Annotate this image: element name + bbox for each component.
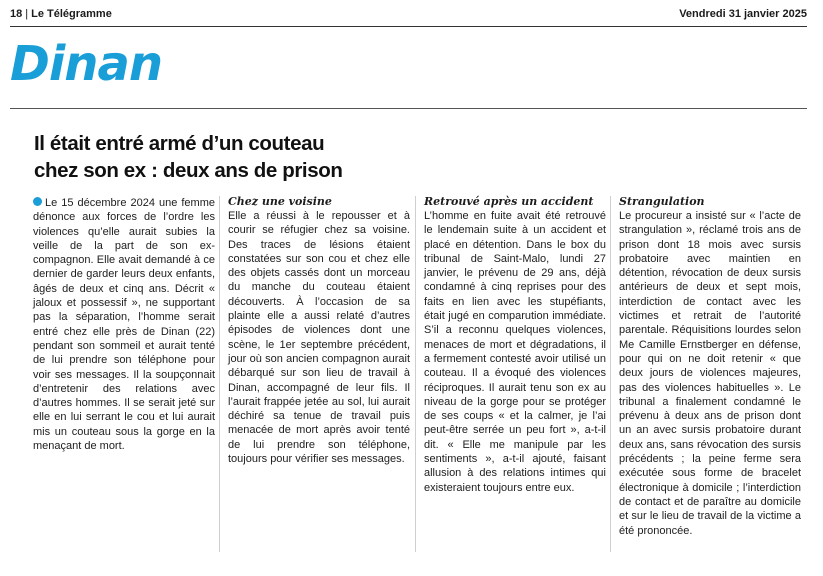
page-number: 18 [10,8,23,20]
section-title: Dinan [10,36,163,92]
column-divider [610,196,611,552]
headline-line-2: chez son ex : deux ans de prison [34,159,343,182]
column-3-text: L’homme en fuite avait été retrouvé le lendemain suite à un accident et placé en détention. Dans le box du tribunal de Saint-Malo, lundi 27 janvier, le prévenu de 29 ans, déjà condamné à cinq reprises pour des faits en lien avec les stupéfiants, était jugé en comparution immédiate. S’il a reconnu quelques violences, menaces de mort et dégradations, il a fermement contesté avoir utilisé un couteau. Il a évoqué des violences réciproques. Il aurait tenu son ex au niveau de la gorge pour se protéger de ses coups « et la calmer, je l’ai peut-être serrée un peu fort », a-t-il dit. « Elle me manipule par les sentiments », a-t-il ajouté, faisant allusion à des relations intimes qui existeraient toujours entre eux. [424,210,606,494]
subhead-strangulation: Strangulation [619,195,705,208]
headline-line-1: Il était entré armé d’un couteau [34,132,325,155]
article-headline [34,130,414,184]
column-2-text: Elle a réussi à le repousser et à courir se réfugier chez sa voisine. Des traces de lésions étaient constatées sur son cou et chez elle des objets cassés dont un morceau du manche du couteau étaient découverts. À l’occasion de sa plainte elle a aussi relaté d’autres épisodes de violences dont une scène, le 1er septembre précédent, jour où son ancien compagnon aurait débarqué sur son lieu de travail à Dinan, accompagné de leur fils. Il l’aurait frappée jetée au sol, lui aurait déchiré sa tenue de travail puis menacée de mort après avoir tenté de lui prendre son téléphone, toujours pour vérifier ses messages. [228,210,410,466]
subhead-retrouve-apres-un-accident: Retrouvé après un accident [424,195,594,208]
column-4-text: Le procureur a insisté sur « l’acte de strangulation », réclamé trois ans de prison dont 18 mois avec sursis probatoire avec maintien en détention, révocation de deux sursis antérieurs de deux et sept mois, interdiction de contact avec les victimes et retrait de l’autorité parentale. Réquisitions lourdes selon Me Camille Ernstberger en défense, pour qui on ne doit retenir « que deux jours de violences majeures, pas des violences habituelles ». Le tribunal a finalement condamné le prévenu à deux ans de prison dont un an avec sursis probatoire durant deux ans, sans révocation des sursis précédents ; la peine ferme sera exécutée sous forme de bracelet électronique à domicile ; l’interdiction de contact et de paraître au domicile et sur le lieu de travail de la victime a été prononcée. [619,210,801,537]
bullet-icon [33,197,42,206]
publication-date: Vendredi 31 janvier 2025 [679,8,807,20]
column-1-text: Le 15 décembre 2024 une femme dénonce aux forces de l’ordre les violences qu’elle aurait subies la veille de la part de son ex-compagnon. Elle avait demandé à ce dernier de garder leurs deux enfants, âgés de deux et cinq ans. Décrit « jaloux et possessif », ne supportant pas la séparation, l’homme serait entré chez elle près de Dinan (22) pendant son sommeil et aurait tenté de lui prendre son téléphone pour voir ses messages. Il la soupçonnait d’entretenir des relations avec d’autres hommes. Il se serait jeté sur elle en lui serrant le cou et lui aurait mis un couteau sous la gorge en la menaçant de mort. [33,197,215,453]
header-divider [10,26,807,27]
column-divider [415,196,416,552]
column-divider [219,196,220,552]
header-separator: | [25,8,29,20]
page-header [10,8,807,24]
article-column-3 [424,196,606,495]
article-column-1 [33,196,215,453]
header-left [10,8,112,20]
section-divider [10,108,807,109]
subhead-chez-une-voisine: Chez une voisine [228,195,332,208]
article-column-4 [619,196,801,538]
newspaper-name: Le Télégramme [31,8,112,20]
article-column-2 [228,196,410,466]
